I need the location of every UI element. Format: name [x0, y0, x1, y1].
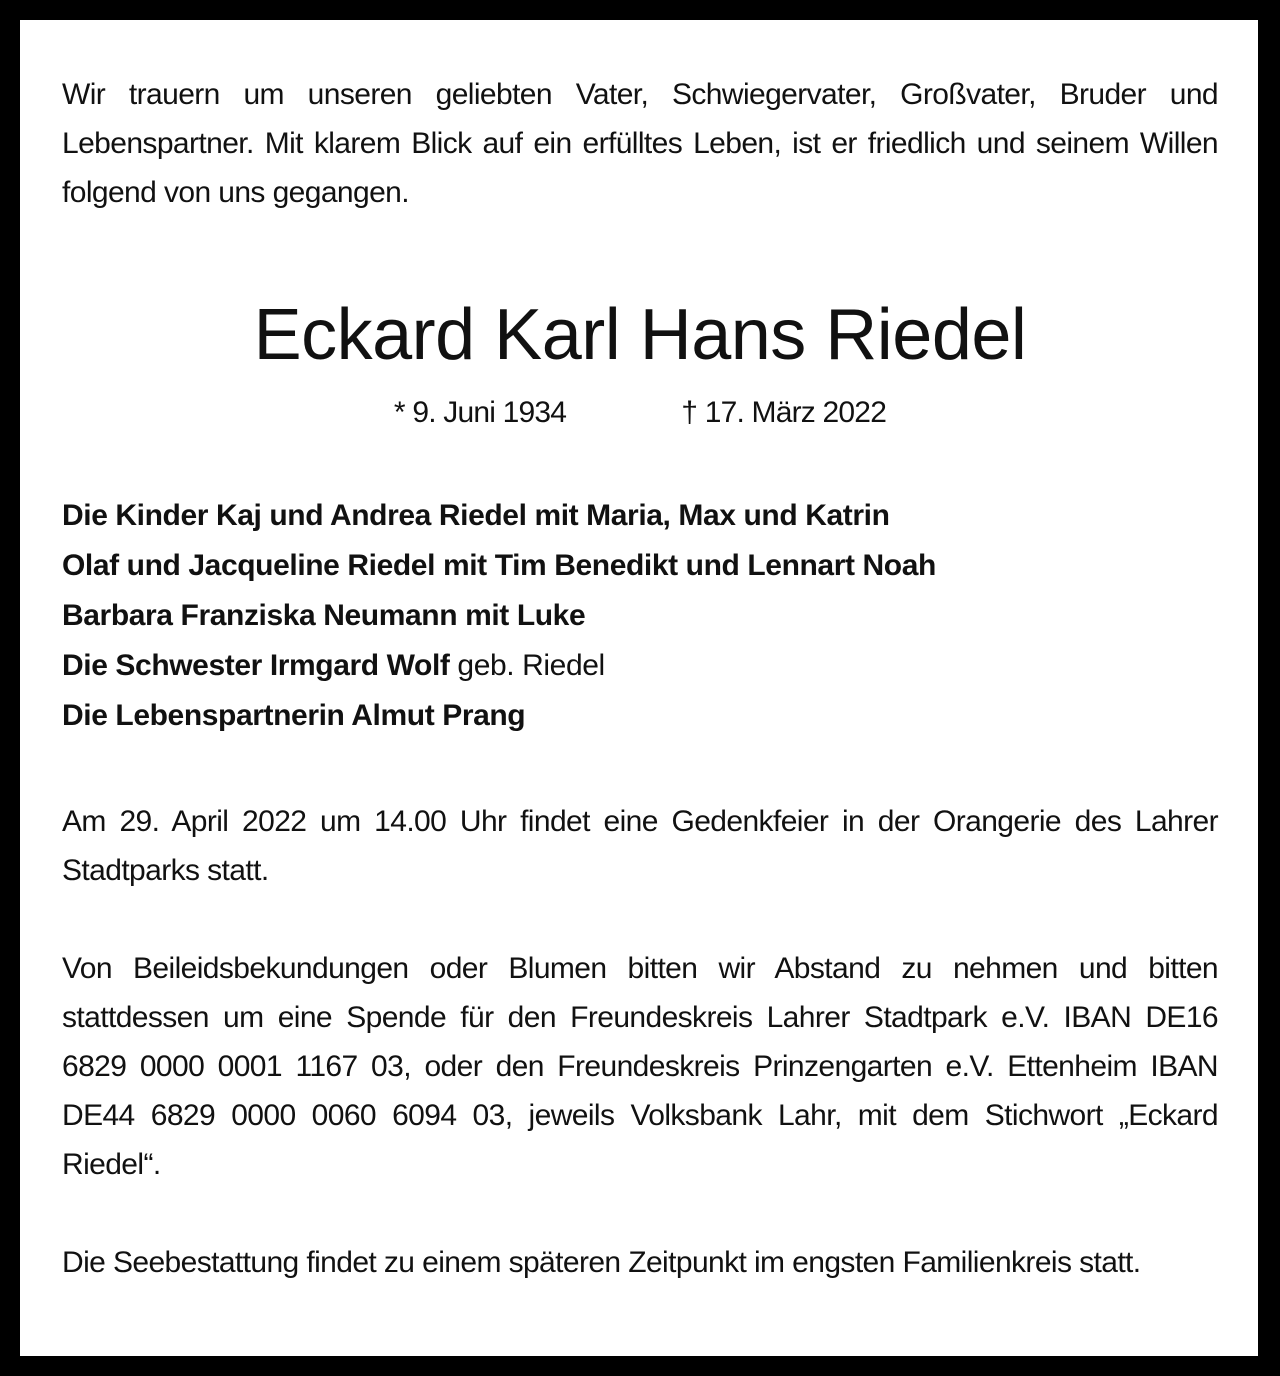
memorial-service-text: Am 29. April 2022 um 14.00 Uhr findet eine Gedenkfeier in der Orangerie des Lahrer Stadtparks statt.	[62, 805, 1218, 887]
obituary-notice	[20, 20, 1258, 1356]
mourner-line: Die Schwester Irmgard Wolf geb. Riedel	[62, 649, 605, 682]
obituary-content	[62, 70, 1218, 1287]
mourner-line: Barbara Franziska Neumann mit Luke	[62, 599, 586, 632]
intro-text: Wir trauern um unseren geliebten Vater, Schwiegervater, Großvater, Bruder und Lebenspartner. Mit klarem Blick auf ein erfülltes Leben, ist er friedlich und seinem Willen folgend von uns gegangen.	[62, 78, 1218, 209]
mourner-line: Olaf und Jacqueline Riedel mit Tim Benedikt und Lennart Noah	[62, 549, 936, 582]
death-date: † 17. März 2022	[681, 396, 887, 429]
donation-text: Von Beileidsbekundungen oder Blumen bitten wir Abstand zu nehmen und bitten stattdessen um eine Spende für den Freundeskreis Lahrer Stadtpark e.V. IBAN DE16 6829 0000 0001 1167 03, oder den Freundeskreis Prinzengarten e.V. Ettenheim IBAN DE44 6829 0000 0060 6094 03, jeweils Volksbank Lahr, mit dem Stichwort „Eckard Riedel“.	[62, 952, 1218, 1181]
mourner-line: Die Lebenspartnerin Almut Prang	[62, 699, 526, 732]
deceased-name: Eckard Karl Hans Riedel	[253, 295, 1027, 375]
mourner-line: Die Kinder Kaj und Andrea Riedel mit Maria, Max und Katrin	[62, 499, 890, 532]
life-dates	[62, 393, 1218, 433]
burial-text: Die Seebestattung findet zu einem späteren Zeitpunkt im engsten Familienkreis statt.	[62, 1246, 1141, 1279]
mourners-list	[62, 491, 1218, 741]
birth-date: * 9. Juni 1934	[393, 396, 567, 429]
